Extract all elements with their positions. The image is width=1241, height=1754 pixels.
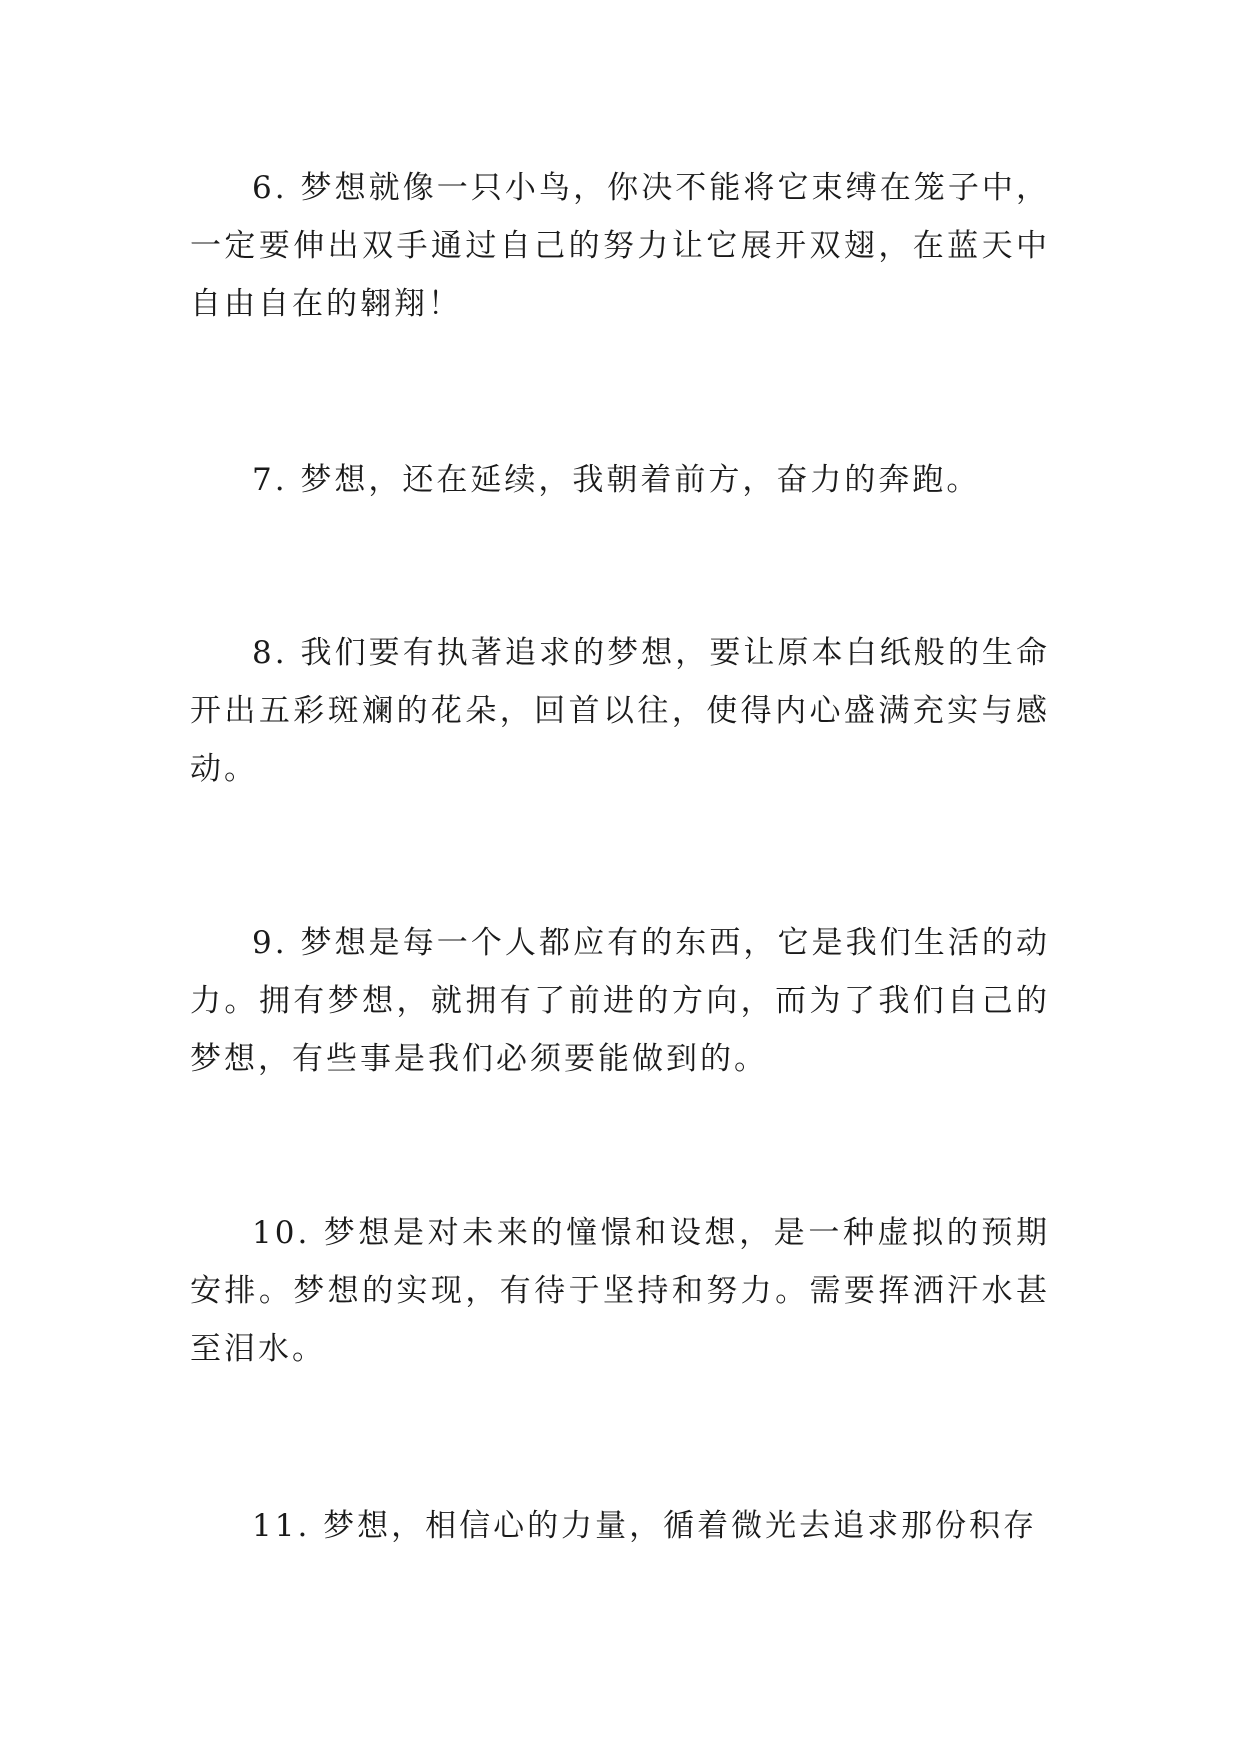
paragraph-7: 7. 梦想，还在延续，我朝着前方，奋力的奔跑。 [252, 462, 981, 498]
paragraph-6: 6. 梦想就像一只小鸟，你决不能将它束缚在笼子中，一定要伸出双手通过自己的努力让它展开双翅，在蓝天中自由自在的翱翔！ [190, 170, 1050, 322]
paragraph-8: 8. 我们要有执著追求的梦想，要让原本白纸般的生命开出五彩斑斓的花朵，回首以往，使得内心盛满充实与感动。 [190, 635, 1050, 787]
paragraph-9: 9. 梦想是每一个人都应有的东西，它是我们生活的动力。拥有梦想，就拥有了前进的方向，而为了我们自己的梦想，有些事是我们必须要能做到的。 [190, 925, 1050, 1077]
paragraph-10: 10. 梦想是对未来的憧憬和设想，是一种虚拟的预期安排。梦想的实现，有待于坚持和努力。需要挥洒汗水甚至泪水。 [190, 1215, 1050, 1367]
paragraph-11: 11. 梦想，相信心的力量，循着微光去追求那份积存 [252, 1508, 1038, 1544]
